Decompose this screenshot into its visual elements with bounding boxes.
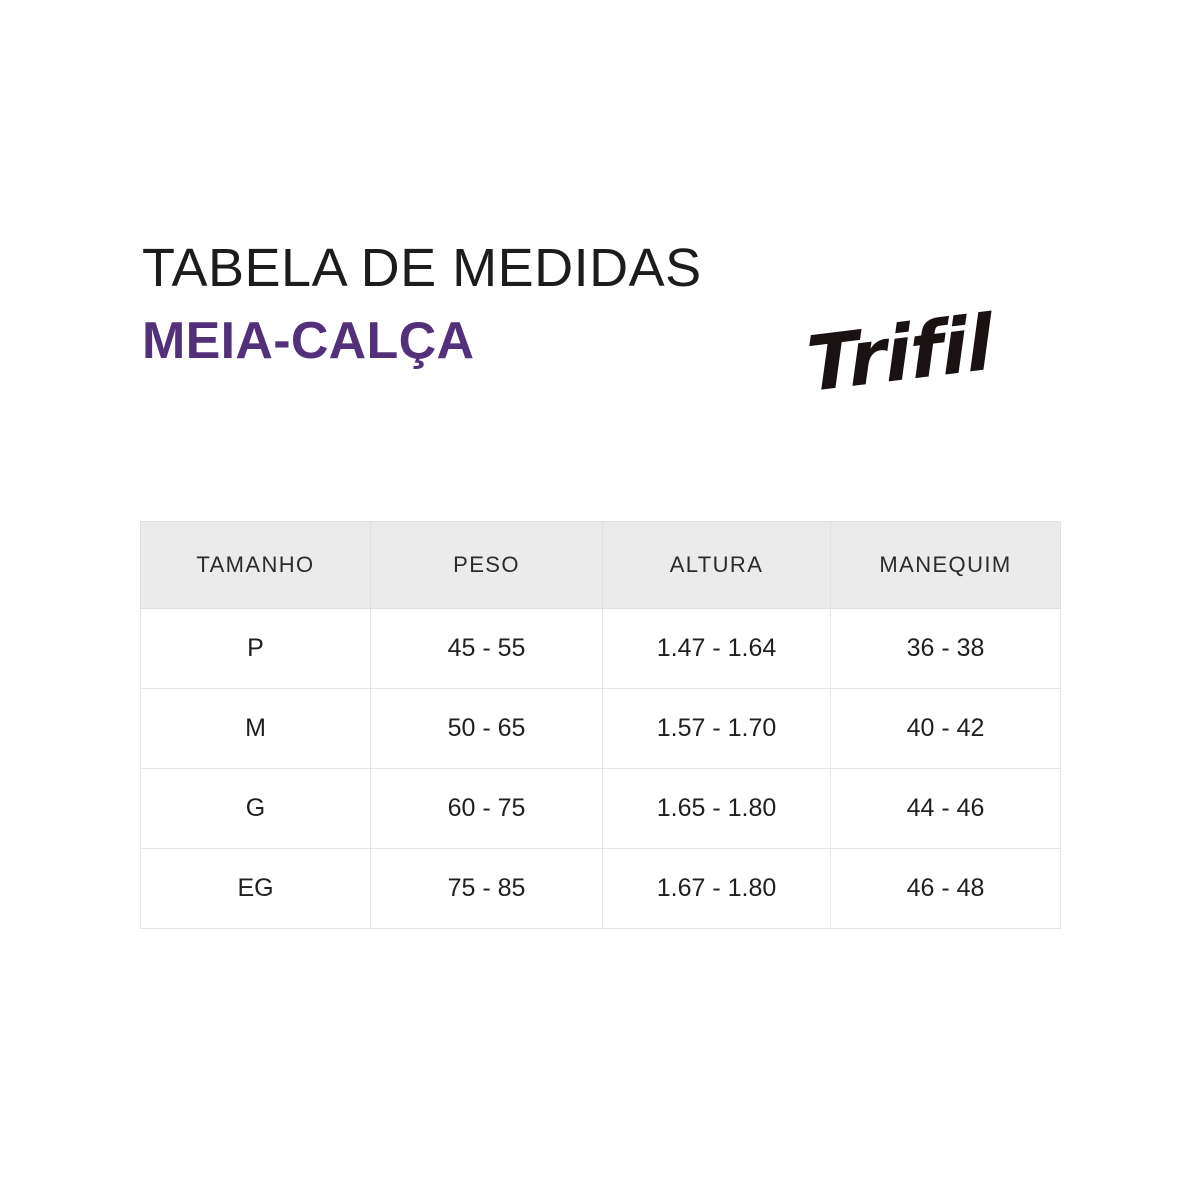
page-title: TABELA DE MEDIDAS [142, 238, 702, 298]
column-header-manequim: MANEQUIM [831, 522, 1061, 609]
cell-tamanho: P [141, 609, 371, 689]
column-header-tamanho: TAMANHO [141, 522, 371, 609]
table-row [141, 689, 1061, 769]
table-row [141, 769, 1061, 849]
table-body [141, 609, 1061, 929]
brand-logo-container [795, 297, 1065, 450]
cell-peso: 75 - 85 [371, 849, 603, 929]
cell-peso: 45 - 55 [371, 609, 603, 689]
cell-manequim: 40 - 42 [831, 689, 1061, 769]
cell-manequim: 44 - 46 [831, 769, 1061, 849]
cell-altura: 1.67 - 1.80 [603, 849, 831, 929]
cell-tamanho: M [141, 689, 371, 769]
cell-manequim: 36 - 38 [831, 609, 1061, 689]
table-row [141, 609, 1061, 689]
cell-altura: 1.57 - 1.70 [603, 689, 831, 769]
cell-tamanho: EG [141, 849, 371, 929]
column-header-altura: ALTURA [603, 522, 831, 609]
table-row [141, 849, 1061, 929]
column-header-peso: PESO [371, 522, 603, 609]
cell-altura: 1.47 - 1.64 [603, 609, 831, 689]
cell-tamanho: G [141, 769, 371, 849]
trifil-logo: Trifil [804, 297, 994, 410]
size-table-wrapper [140, 521, 1060, 929]
size-table [140, 521, 1061, 929]
table-header-row [141, 522, 1061, 609]
title-block [142, 238, 702, 373]
cell-peso: 50 - 65 [371, 689, 603, 769]
cell-peso: 60 - 75 [371, 769, 603, 849]
table-header [141, 522, 1061, 609]
page-subtitle: MEIA-CALÇA [142, 312, 475, 371]
cell-manequim: 46 - 48 [831, 849, 1061, 929]
cell-altura: 1.65 - 1.80 [603, 769, 831, 849]
